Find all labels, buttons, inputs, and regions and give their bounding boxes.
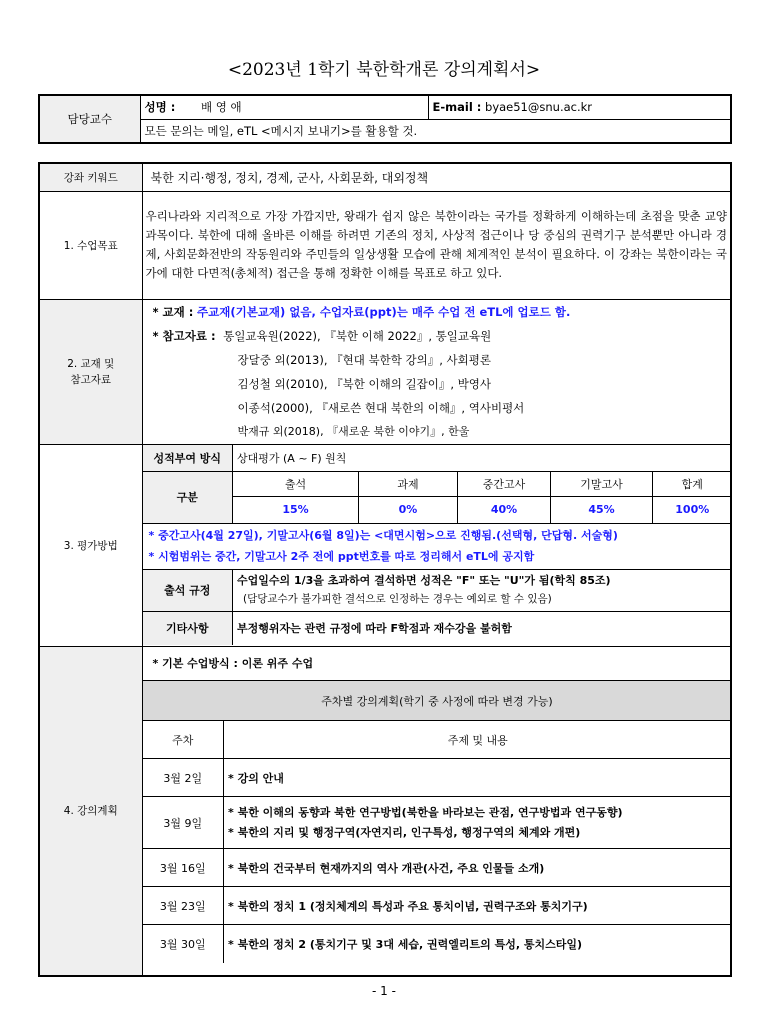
evaluation-content: [142, 444, 731, 646]
week-item: * 북한 이해의 동향과 북한 연구방법(북한을 바라보는 관점, 연구방법과 연구동향): [228, 805, 623, 819]
keywords-label: 강좌 키워드: [39, 163, 142, 191]
ref-item: 김성철 외(2010), 『북한 이해의 길잡이』, 박영사: [237, 376, 491, 391]
grade-value: 100%: [653, 496, 732, 523]
col-content-header: 주제 및 내용: [224, 721, 732, 759]
col-week-header: 주차: [143, 721, 224, 759]
instructor-email[interactable]: byae51@snu.ac.kr: [485, 100, 593, 115]
materials-label-line1: 2. 교재 및: [67, 357, 115, 370]
grade-header: 과제: [359, 471, 458, 496]
keywords-value: 북한 지리·행정, 정치, 경제, 군사, 사회문화, 대외정책: [142, 163, 731, 191]
textbook-prefix: * 교재 :: [152, 304, 194, 319]
materials-content: [142, 299, 731, 444]
grade-value: 45%: [551, 496, 653, 523]
week-item: * 북한의 지리 및 행정구역(자연지리, 인구특성, 행정구역의 체계와 개편): [228, 825, 581, 839]
attendance-rule: [233, 569, 732, 611]
exam-note-2: * 시험범위는 중간, 기말고사 2주 전에 ppt번호를 따로 정리해서 eTL에 공지함: [148, 550, 535, 563]
grade-table: [143, 445, 732, 645]
table-row: [143, 797, 732, 849]
instructor-name: 배 영 애: [200, 100, 242, 115]
week-date: 3월 9일: [143, 797, 224, 849]
week-date: 3월 2일: [143, 759, 224, 797]
document-title: <2023년 1학기 북한학개론 강의계획서>: [227, 60, 541, 80]
instructor-label: 담당교수: [39, 95, 140, 143]
syllabus-table: [38, 162, 732, 977]
grade-value: 0%: [359, 496, 458, 523]
objective-text: 우리나라와 지리적으로 가장 가깝지만, 왕래가 쉽지 않은 북한이라는 국가를 정확하게 이해하는데 초점을 맞춘 교양과목이다. 북한에 대해 올바른 이해를 하려면 기존의 정치, 사상적 접근이나 당 중심의 권력기구 분석뿐만 아니라 경제, 사회문화전반의 작동원리와 주민들의 일상생활 모습에 관해 체계적인 분석이 필요하다. 이 강좌는 북한이라는 국가에 대한 다면적(총체적) 접근을 통해 정확한 이해를 목표로 하고 있다.: [142, 191, 731, 299]
category-label: 구분: [143, 471, 233, 523]
grade-value: 40%: [458, 496, 551, 523]
exam-notes: [143, 523, 732, 569]
instructor-notice: 모든 문의는 메일, eTL <메시지 보내기>를 활용할 것.: [140, 119, 731, 143]
instructor-name-cell: [140, 95, 428, 119]
ref-item: 박재규 외(2018), 『새로운 북한 이야기』, 한울: [237, 424, 470, 438]
evaluation-label: 3. 평가방법: [39, 444, 142, 646]
week-date: 3월 16일: [143, 849, 224, 887]
refs-line: [153, 324, 731, 348]
refs-prefix: * 참고자료 :: [152, 328, 216, 343]
week-date: 3월 30일: [143, 925, 224, 963]
ref-item: 장달중 외(2013), 『현대 북한학 강의』, 사회평론: [237, 352, 491, 367]
exam-note-1: * 중간고사(4월 27일), 기말고사(6월 8일)는 <대면시험>으로 진행됨.(선택형, 단답형. 서술형): [148, 529, 618, 542]
other-value: 부정행위자는 관련 규정에 따라 F학점과 재수강을 불허함: [233, 611, 732, 645]
method-label: 성적부여 방식: [143, 445, 233, 471]
instructor-email-cell: [428, 95, 731, 119]
grade-header: 합계: [653, 471, 732, 496]
textbook-text: 주교재(기본교재) 없음, 수업자료(ppt)는 매주 수업 전 eTL에 업로드 함.: [197, 304, 571, 319]
instructor-table: [38, 94, 732, 144]
grade-header: 중간고사: [458, 471, 551, 496]
materials-label-line2: 참고자료: [70, 373, 112, 386]
textbook-line: [153, 300, 731, 324]
basic-method: * 기본 수업방식 : 이론 위주 수업: [143, 647, 732, 681]
week-item: * 북한의 정치 1 (정치체계의 특성과 주요 통치이념, 권력구조와 통치기구): [224, 887, 732, 925]
name-label: 성명 :: [144, 100, 176, 115]
attendance-line-1: 수업일수의 1/3을 초과하여 결석하면 성적은 "F" 또는 "U"가 됨(학칙 85조): [237, 574, 611, 587]
grade-header: 기말고사: [551, 471, 653, 496]
grade-header: 출석: [233, 471, 359, 496]
table-row: [143, 887, 732, 925]
ref-item: 통일교육원(2022), 『북한 이해 2022』, 통일교육원: [223, 328, 492, 343]
week-date: 3월 23일: [143, 887, 224, 925]
week-item: * 북한의 건국부터 현재까지의 역사 개관(사건, 주요 인물들 소개): [224, 849, 732, 887]
table-row: [143, 849, 732, 887]
method-value: 상대평가 (A ~ F) 원칙: [233, 445, 732, 471]
other-label: 기타사항: [143, 611, 233, 645]
objective-label: 1. 수업목표: [39, 191, 142, 299]
plan-label: 4. 강의계획: [39, 646, 142, 976]
weekly-plan-table: [143, 647, 732, 963]
week-items: [224, 797, 732, 849]
plan-content: [142, 646, 731, 976]
grade-value: 15%: [233, 496, 359, 523]
weekly-plan-title: 주차별 강의계획(학기 중 사정에 따라 변경 가능): [143, 681, 732, 721]
week-item: * 강의 안내: [224, 759, 732, 797]
week-item: * 북한의 정치 2 (통치기구 및 3대 세습, 권력엘리트의 특성, 통치스타일): [224, 925, 732, 963]
attendance-label: 출석 규정: [143, 569, 233, 611]
email-label: E-mail :: [432, 100, 482, 115]
page-number: - 1 -: [372, 984, 396, 998]
attendance-line-2: (담당교수가 불가피한 결석으로 인정하는 경우는 예외로 할 수 있음): [243, 593, 552, 605]
table-row: [143, 925, 732, 963]
ref-item: 이종석(2000), 『새로쓴 현대 북한의 이해』, 역사비평서: [237, 400, 525, 415]
materials-label: [39, 299, 142, 444]
table-row: [143, 759, 732, 797]
